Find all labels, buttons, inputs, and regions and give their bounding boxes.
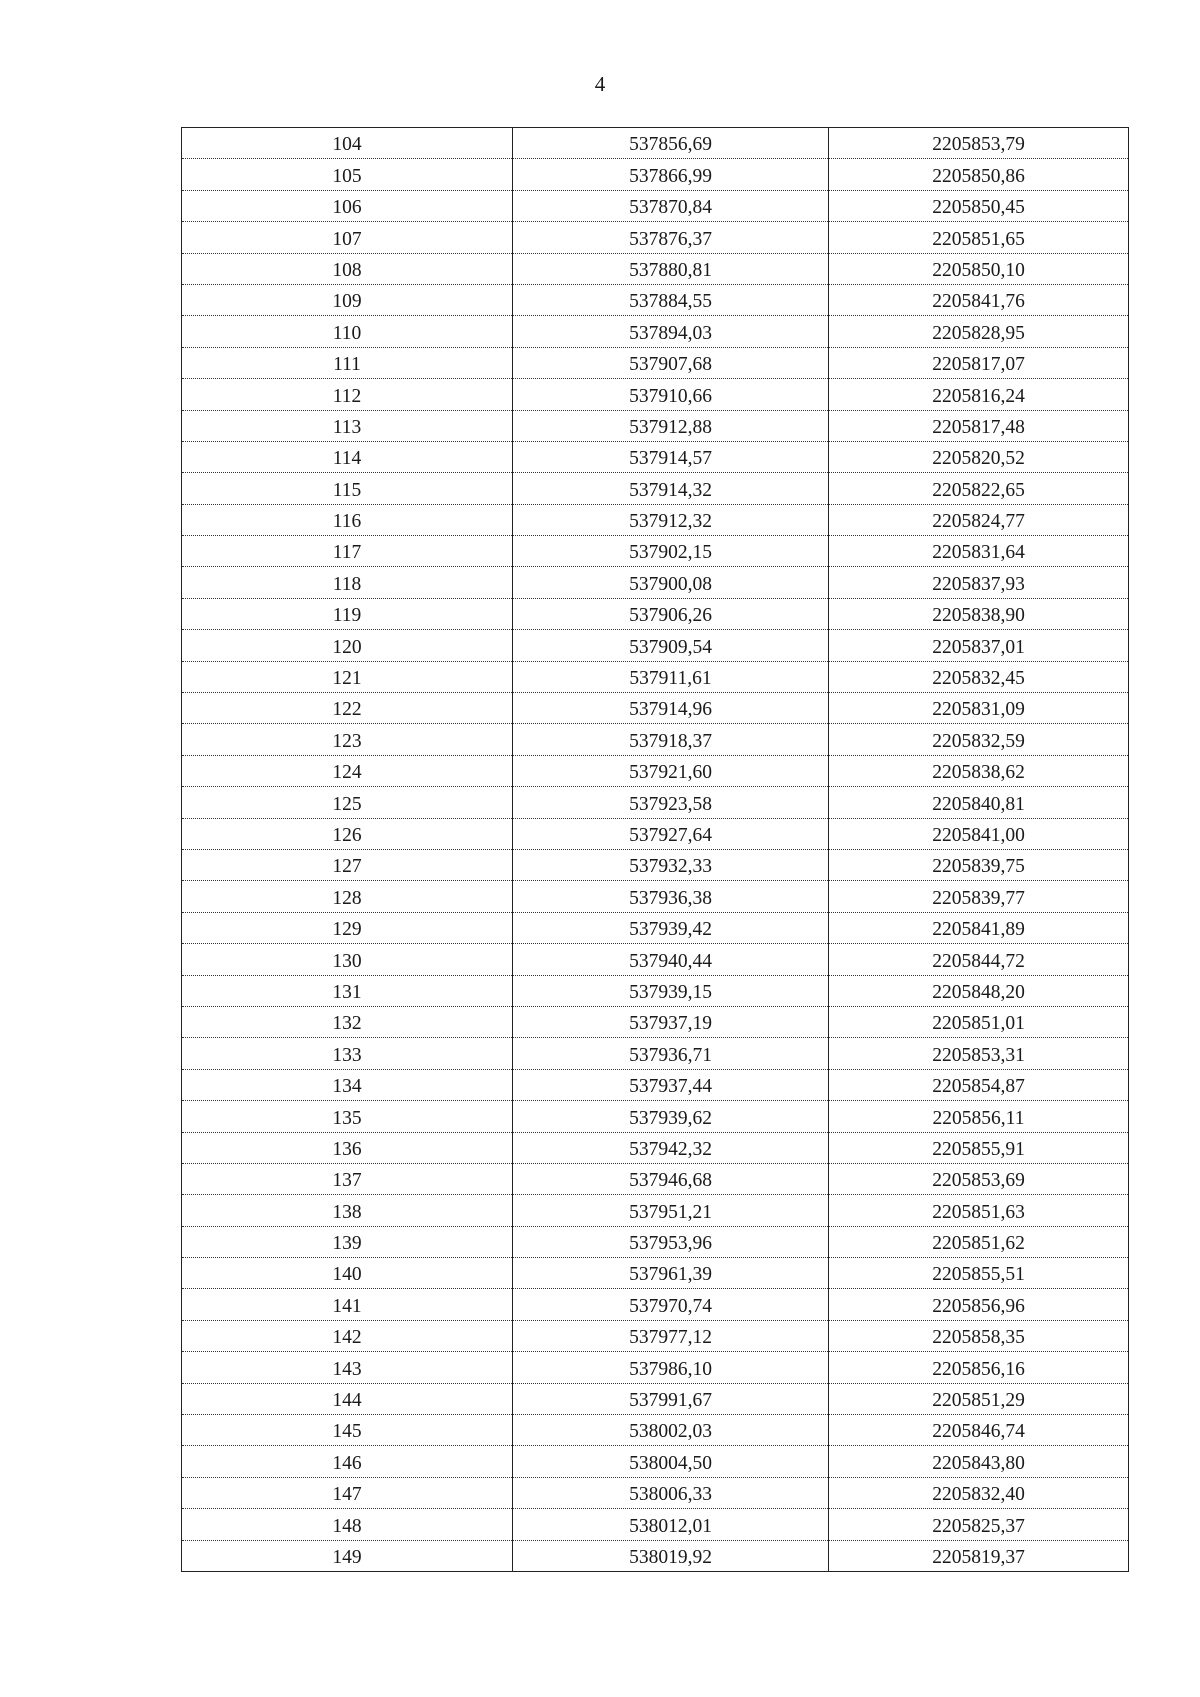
x-coordinate-cell: 537876,37 — [513, 222, 829, 253]
point-number-cell: 135 — [182, 1101, 513, 1132]
y-coordinate-cell: 2205855,91 — [829, 1132, 1129, 1163]
x-coordinate-cell: 537894,03 — [513, 316, 829, 347]
x-coordinate-cell: 537912,32 — [513, 504, 829, 535]
point-number-cell: 116 — [182, 504, 513, 535]
coordinates-table-body — [182, 128, 1129, 1572]
table-row — [182, 567, 1129, 598]
point-number-cell: 125 — [182, 787, 513, 818]
x-coordinate-cell: 537939,15 — [513, 975, 829, 1006]
x-coordinate-cell: 537909,54 — [513, 630, 829, 661]
point-number-cell: 148 — [182, 1509, 513, 1540]
point-number-cell: 108 — [182, 253, 513, 284]
y-coordinate-cell: 2205824,77 — [829, 504, 1129, 535]
x-coordinate-cell: 537907,68 — [513, 347, 829, 378]
y-coordinate-cell: 2205856,96 — [829, 1289, 1129, 1320]
table-row — [182, 1477, 1129, 1508]
y-coordinate-cell: 2205839,75 — [829, 849, 1129, 880]
table-row — [182, 1383, 1129, 1414]
table-row — [182, 975, 1129, 1006]
point-number-cell: 110 — [182, 316, 513, 347]
x-coordinate-cell: 538002,03 — [513, 1415, 829, 1446]
y-coordinate-cell: 2205838,90 — [829, 598, 1129, 629]
table-row — [182, 1132, 1129, 1163]
x-coordinate-cell: 537977,12 — [513, 1320, 829, 1351]
point-number-cell: 129 — [182, 912, 513, 943]
x-coordinate-cell: 537961,39 — [513, 1258, 829, 1289]
point-number-cell: 127 — [182, 849, 513, 880]
y-coordinate-cell: 2205854,87 — [829, 1069, 1129, 1100]
point-number-cell: 118 — [182, 567, 513, 598]
y-coordinate-cell: 2205837,93 — [829, 567, 1129, 598]
point-number-cell: 109 — [182, 284, 513, 315]
table-row — [182, 755, 1129, 786]
x-coordinate-cell: 537910,66 — [513, 379, 829, 410]
point-number-cell: 138 — [182, 1195, 513, 1226]
table-row — [182, 693, 1129, 724]
table-row — [182, 1540, 1129, 1571]
y-coordinate-cell: 2205841,76 — [829, 284, 1129, 315]
y-coordinate-cell: 2205851,62 — [829, 1226, 1129, 1257]
y-coordinate-cell: 2205822,65 — [829, 473, 1129, 504]
x-coordinate-cell: 537937,44 — [513, 1069, 829, 1100]
y-coordinate-cell: 2205832,59 — [829, 724, 1129, 755]
point-number-cell: 117 — [182, 536, 513, 567]
table-row — [182, 128, 1129, 159]
y-coordinate-cell: 2205832,45 — [829, 661, 1129, 692]
x-coordinate-cell: 538019,92 — [513, 1540, 829, 1571]
x-coordinate-cell: 537940,44 — [513, 944, 829, 975]
table-row — [182, 190, 1129, 221]
x-coordinate-cell: 537900,08 — [513, 567, 829, 598]
x-coordinate-cell: 537986,10 — [513, 1352, 829, 1383]
page-number: 4 — [594, 72, 606, 96]
table-row — [182, 159, 1129, 190]
table-row — [182, 1101, 1129, 1132]
y-coordinate-cell: 2205840,81 — [829, 787, 1129, 818]
x-coordinate-cell: 537884,55 — [513, 284, 829, 315]
table-row — [182, 253, 1129, 284]
table-row — [182, 787, 1129, 818]
point-number-cell: 124 — [182, 755, 513, 786]
coordinates-table — [181, 127, 1129, 1572]
y-coordinate-cell: 2205828,95 — [829, 316, 1129, 347]
table-row — [182, 1446, 1129, 1477]
y-coordinate-cell: 2205846,74 — [829, 1415, 1129, 1446]
y-coordinate-cell: 2205856,11 — [829, 1101, 1129, 1132]
y-coordinate-cell: 2205850,86 — [829, 159, 1129, 190]
x-coordinate-cell: 538004,50 — [513, 1446, 829, 1477]
y-coordinate-cell: 2205851,63 — [829, 1195, 1129, 1226]
point-number-cell: 134 — [182, 1069, 513, 1100]
point-number-cell: 131 — [182, 975, 513, 1006]
table-row — [182, 881, 1129, 912]
point-number-cell: 126 — [182, 818, 513, 849]
table-row — [182, 849, 1129, 880]
table-row — [182, 1352, 1129, 1383]
table-row — [182, 1415, 1129, 1446]
x-coordinate-cell: 537970,74 — [513, 1289, 829, 1320]
y-coordinate-cell: 2205851,65 — [829, 222, 1129, 253]
x-coordinate-cell: 537937,19 — [513, 1006, 829, 1037]
x-coordinate-cell: 537932,33 — [513, 849, 829, 880]
point-number-cell: 113 — [182, 410, 513, 441]
table-row — [182, 1069, 1129, 1100]
x-coordinate-cell: 538006,33 — [513, 1477, 829, 1508]
point-number-cell: 105 — [182, 159, 513, 190]
x-coordinate-cell: 537914,96 — [513, 693, 829, 724]
x-coordinate-cell: 537880,81 — [513, 253, 829, 284]
y-coordinate-cell: 2205832,40 — [829, 1477, 1129, 1508]
point-number-cell: 106 — [182, 190, 513, 221]
x-coordinate-cell: 537939,42 — [513, 912, 829, 943]
y-coordinate-cell: 2205825,37 — [829, 1509, 1129, 1540]
y-coordinate-cell: 2205851,01 — [829, 1006, 1129, 1037]
y-coordinate-cell: 2205843,80 — [829, 1446, 1129, 1477]
point-number-cell: 121 — [182, 661, 513, 692]
y-coordinate-cell: 2205850,10 — [829, 253, 1129, 284]
x-coordinate-cell: 537936,38 — [513, 881, 829, 912]
table-row — [182, 222, 1129, 253]
table-row — [182, 1320, 1129, 1351]
point-number-cell: 137 — [182, 1163, 513, 1194]
table-row — [182, 284, 1129, 315]
point-number-cell: 115 — [182, 473, 513, 504]
x-coordinate-cell: 537866,99 — [513, 159, 829, 190]
point-number-cell: 107 — [182, 222, 513, 253]
point-number-cell: 122 — [182, 693, 513, 724]
point-number-cell: 143 — [182, 1352, 513, 1383]
y-coordinate-cell: 2205837,01 — [829, 630, 1129, 661]
x-coordinate-cell: 537911,61 — [513, 661, 829, 692]
table-row — [182, 316, 1129, 347]
y-coordinate-cell: 2205855,51 — [829, 1258, 1129, 1289]
point-number-cell: 136 — [182, 1132, 513, 1163]
point-number-cell: 140 — [182, 1258, 513, 1289]
x-coordinate-cell: 537906,26 — [513, 598, 829, 629]
y-coordinate-cell: 2205853,69 — [829, 1163, 1129, 1194]
table-row — [182, 598, 1129, 629]
y-coordinate-cell: 2205817,07 — [829, 347, 1129, 378]
table-row — [182, 1006, 1129, 1037]
x-coordinate-cell: 537918,37 — [513, 724, 829, 755]
table-row — [182, 1509, 1129, 1540]
y-coordinate-cell: 2205844,72 — [829, 944, 1129, 975]
point-number-cell: 147 — [182, 1477, 513, 1508]
table-row — [182, 1163, 1129, 1194]
y-coordinate-cell: 2205817,48 — [829, 410, 1129, 441]
y-coordinate-cell: 2205816,24 — [829, 379, 1129, 410]
y-coordinate-cell: 2205848,20 — [829, 975, 1129, 1006]
point-number-cell: 123 — [182, 724, 513, 755]
table-row — [182, 1226, 1129, 1257]
table-row — [182, 1038, 1129, 1069]
y-coordinate-cell: 2205850,45 — [829, 190, 1129, 221]
y-coordinate-cell: 2205819,37 — [829, 1540, 1129, 1571]
point-number-cell: 112 — [182, 379, 513, 410]
x-coordinate-cell: 537946,68 — [513, 1163, 829, 1194]
y-coordinate-cell: 2205831,09 — [829, 693, 1129, 724]
y-coordinate-cell: 2205853,31 — [829, 1038, 1129, 1069]
y-coordinate-cell: 2205820,52 — [829, 441, 1129, 472]
x-coordinate-cell: 537914,32 — [513, 473, 829, 504]
point-number-cell: 141 — [182, 1289, 513, 1320]
y-coordinate-cell: 2205831,64 — [829, 536, 1129, 567]
x-coordinate-cell: 537870,84 — [513, 190, 829, 221]
table-row — [182, 504, 1129, 535]
point-number-cell: 128 — [182, 881, 513, 912]
x-coordinate-cell: 537856,69 — [513, 128, 829, 159]
table-row — [182, 630, 1129, 661]
table-row — [182, 944, 1129, 975]
y-coordinate-cell: 2205851,29 — [829, 1383, 1129, 1414]
x-coordinate-cell: 537936,71 — [513, 1038, 829, 1069]
x-coordinate-cell: 537953,96 — [513, 1226, 829, 1257]
table-row — [182, 347, 1129, 378]
y-coordinate-cell: 2205853,79 — [829, 128, 1129, 159]
x-coordinate-cell: 537902,15 — [513, 536, 829, 567]
point-number-cell: 149 — [182, 1540, 513, 1571]
y-coordinate-cell: 2205841,00 — [829, 818, 1129, 849]
point-number-cell: 139 — [182, 1226, 513, 1257]
x-coordinate-cell: 537912,88 — [513, 410, 829, 441]
point-number-cell: 146 — [182, 1446, 513, 1477]
y-coordinate-cell: 2205858,35 — [829, 1320, 1129, 1351]
table-row — [182, 724, 1129, 755]
x-coordinate-cell: 537923,58 — [513, 787, 829, 818]
table-row — [182, 379, 1129, 410]
point-number-cell: 111 — [182, 347, 513, 378]
table-row — [182, 410, 1129, 441]
x-coordinate-cell: 537951,21 — [513, 1195, 829, 1226]
point-number-cell: 144 — [182, 1383, 513, 1414]
table-row — [182, 1195, 1129, 1226]
table-row — [182, 1289, 1129, 1320]
point-number-cell: 130 — [182, 944, 513, 975]
point-number-cell: 133 — [182, 1038, 513, 1069]
table-row — [182, 1258, 1129, 1289]
x-coordinate-cell: 537942,32 — [513, 1132, 829, 1163]
table-row — [182, 473, 1129, 504]
x-coordinate-cell: 537991,67 — [513, 1383, 829, 1414]
x-coordinate-cell: 537914,57 — [513, 441, 829, 472]
table-row — [182, 661, 1129, 692]
point-number-cell: 120 — [182, 630, 513, 661]
y-coordinate-cell: 2205856,16 — [829, 1352, 1129, 1383]
x-coordinate-cell: 537921,60 — [513, 755, 829, 786]
x-coordinate-cell: 537939,62 — [513, 1101, 829, 1132]
table-row — [182, 818, 1129, 849]
point-number-cell: 114 — [182, 441, 513, 472]
table-row — [182, 912, 1129, 943]
x-coordinate-cell: 538012,01 — [513, 1509, 829, 1540]
point-number-cell: 104 — [182, 128, 513, 159]
point-number-cell: 142 — [182, 1320, 513, 1351]
point-number-cell: 119 — [182, 598, 513, 629]
y-coordinate-cell: 2205839,77 — [829, 881, 1129, 912]
x-coordinate-cell: 537927,64 — [513, 818, 829, 849]
table-row — [182, 536, 1129, 567]
y-coordinate-cell: 2205841,89 — [829, 912, 1129, 943]
point-number-cell: 132 — [182, 1006, 513, 1037]
table-row — [182, 441, 1129, 472]
y-coordinate-cell: 2205838,62 — [829, 755, 1129, 786]
point-number-cell: 145 — [182, 1415, 513, 1446]
